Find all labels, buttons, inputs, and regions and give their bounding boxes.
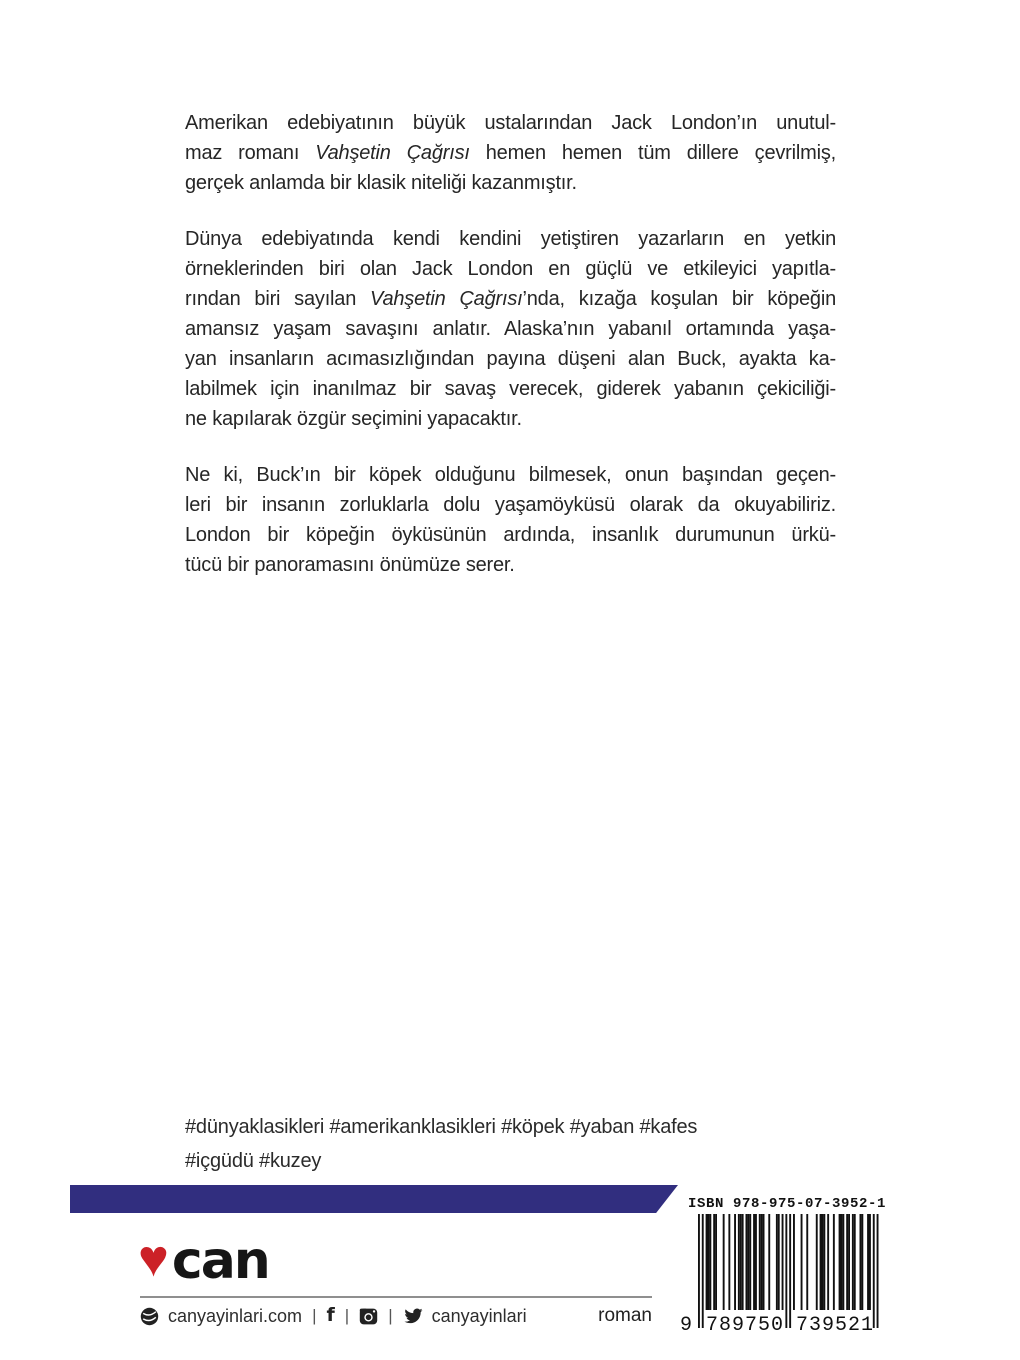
footer-links (140, 1303, 527, 1327)
text-line: Dünya edebiyatında kendi kendini yetiştiren yazarların en yetkin (185, 228, 836, 250)
heart-icon: ♥ (138, 1230, 169, 1288)
instagram-icon (359, 1307, 378, 1326)
barcode-box (680, 1196, 890, 1337)
text-line: Ne ki, Buck’ın bir köpek olduğunu bilmesek, onun başından geçen- (185, 464, 836, 486)
text-line: amansız yaşam savaşını anlatır. Alaska’nın yabanıl ortamında yaşa- (185, 318, 836, 340)
paragraph (185, 460, 836, 580)
hashtag-line-1: #dünyaklasikleri #amerikanklasikleri #köpek #yaban #kafes (185, 1116, 698, 1138)
text-line: tücü bir panoramasını önümüze serer. (185, 554, 515, 576)
publisher-logo-text: can (171, 1231, 269, 1291)
social-handle: canyayinlari (431, 1305, 527, 1326)
paragraph (185, 224, 836, 434)
text-line: Amerikan edebiyatının büyük ustalarından Jack London’ın unutul- (185, 112, 836, 134)
barcode-digit-group1: 789750 (705, 1314, 785, 1337)
category-label: roman (598, 1305, 652, 1326)
separator: | (344, 1306, 350, 1325)
text-line: rından biri sayılan Vahşetin Çağrısı’nda, kızağa koşulan bir köpeğin (185, 288, 836, 310)
facebook-icon: f (326, 1303, 335, 1326)
twitter-icon (403, 1308, 423, 1325)
logo-divider (140, 1296, 652, 1298)
text-line: yan insanların acımasızlığından payına düşeni alan Buck, ayakta ka- (185, 348, 836, 370)
hashtags (185, 1110, 697, 1178)
text-line: leri bir insanın zorluklarla dolu yaşamöyküsü olarak da okuyabiliriz. (185, 494, 836, 516)
text-line: London bir köpeğin öyküsünün ardında, insanlık durumunun ürkü- (185, 524, 836, 546)
isbn-label: ISBN 978-975-07-3952-1 (687, 1196, 887, 1212)
footer-row (140, 1305, 652, 1327)
text-line: ne kapılarak özgür seçimini yapacaktır. (185, 408, 522, 430)
text-line: labilmek için inanılmaz bir savaş verecek, giderek yabanın çekiciliği- (185, 378, 836, 400)
separator: | (312, 1306, 317, 1325)
globe-icon (140, 1307, 159, 1326)
hashtag-line-2: #içgüdü #kuzey (185, 1150, 322, 1172)
body-text (185, 108, 836, 606)
paragraph (185, 108, 836, 198)
barcode-digit-lead: 9 (680, 1314, 694, 1337)
separator: | (388, 1306, 393, 1325)
text-line: maz romanı Vahşetin Çağrısı hemen hemen tüm dillere çevrilmiş, (185, 142, 836, 164)
text-line: gerçek anlamda bir klasik niteliği kazanmıştır. (185, 172, 577, 194)
barcode-digit-group2: 739521 (795, 1314, 875, 1337)
text-line: örneklerinden biri olan Jack London en güçlü ve etkileyici yapıtla- (185, 258, 836, 280)
barcode-bars (684, 1214, 890, 1330)
website-link: canyayinlari.com (168, 1305, 303, 1326)
publisher-logo (138, 1230, 269, 1292)
banner-stripe (70, 1185, 678, 1213)
